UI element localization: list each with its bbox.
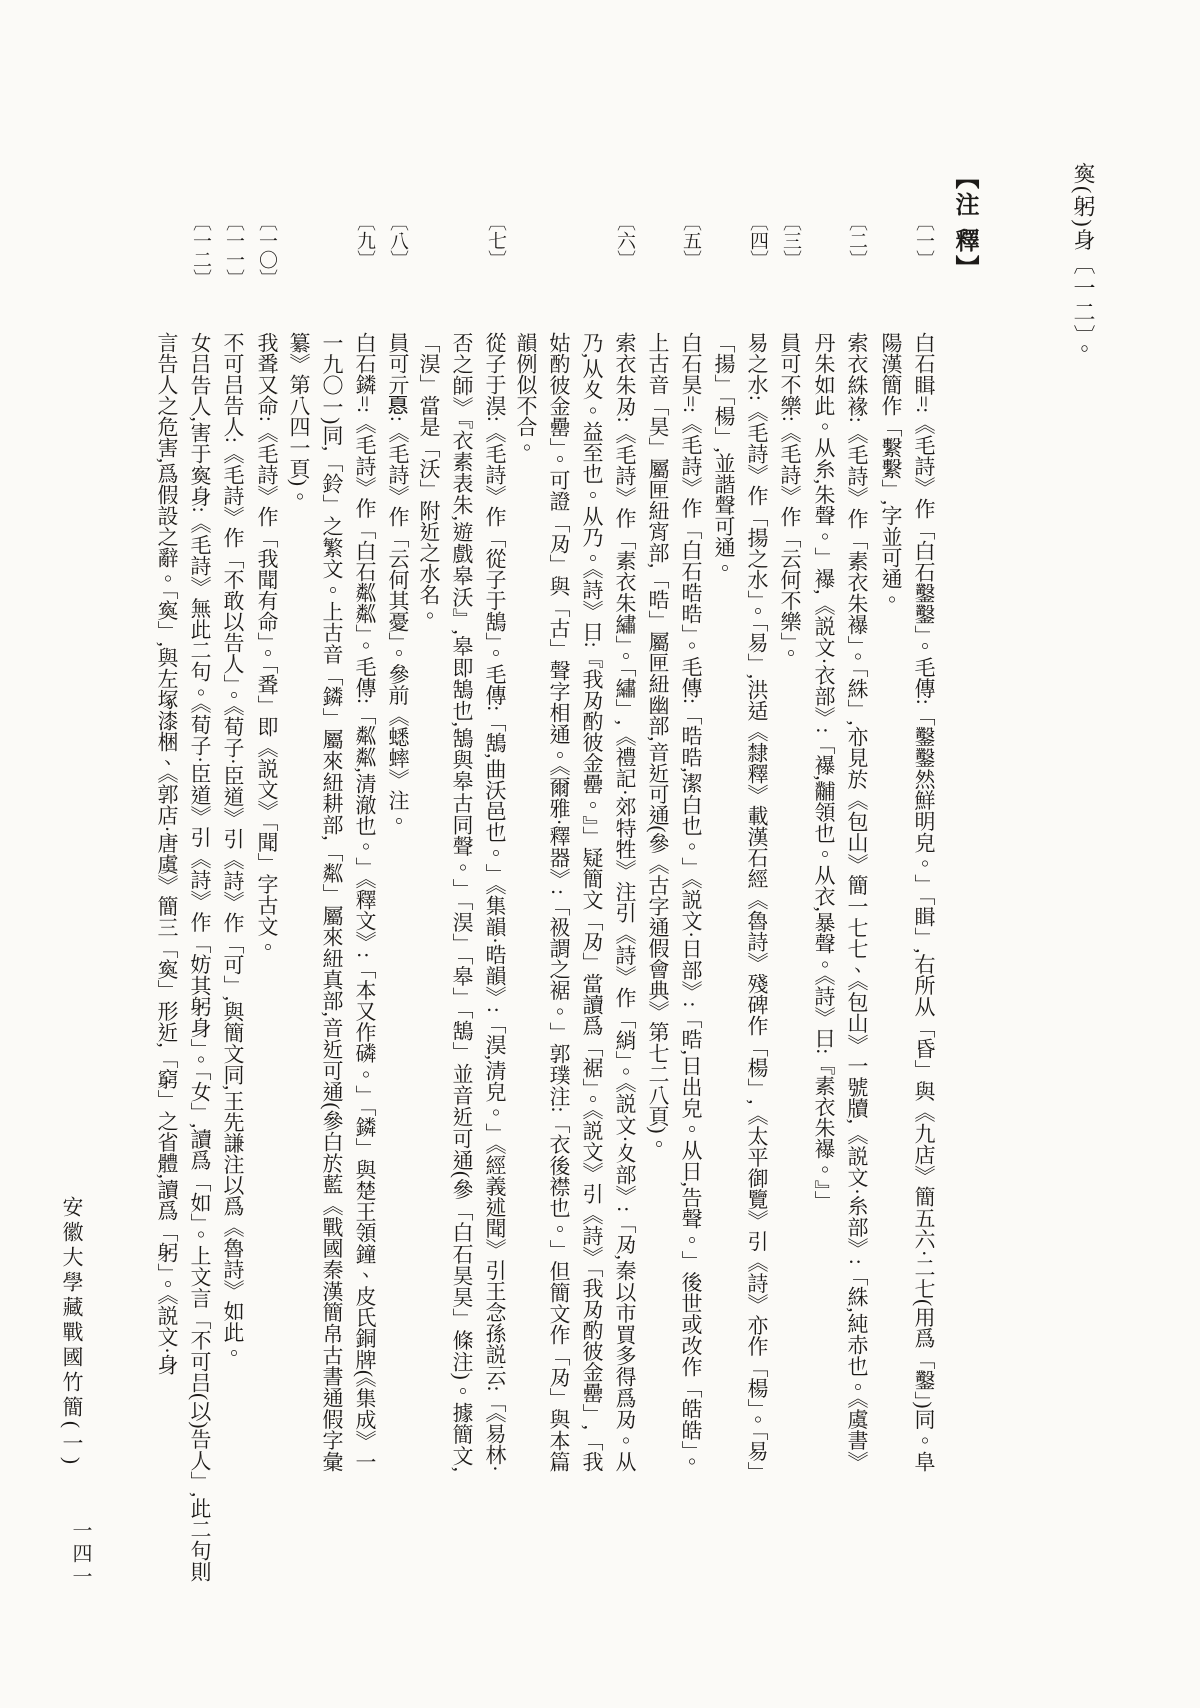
note-text-12: 女吕告人,害于寏身:《毛詩》無此二句。《荀子·臣道》引《詩》作「妨其躬身」。「女」,讀爲「如」。上文言「不可吕(以)告人」,此二句則言告人之危害,爲假設之辭。「寏」,與左塚漆梱、《郭店·唐虞》簡三「寏」形近,「窮」之省體,讀爲「躬」。《説文·身 <box>155 332 212 1582</box>
note-text-1: 白石䁒=:《毛詩》作「白石鑿鑿」。毛傳:「鑿鑿然鮮明皃。」「䁒」,右所从「昏」與《九店》簡五六·二七(用爲「鑿」)同。阜陽漢簡作「繫繫」,字並可通。 <box>879 332 936 1472</box>
note-text-2: 索衣絑褖:《毛詩》作「素衣朱襮」。「絑」,亦見於《包山》簡一七七、《包山》一號牘,《説文·糸部》:「絑,純赤也。《虞書》丹朱如此。从糸,朱聲。」襮,《説文·衣部》:「襮,黼領也。从衣,暴聲。《詩》曰:『素衣朱襮。』」 <box>812 332 869 1472</box>
note-number-8: 〔八〕 <box>387 212 408 269</box>
note-text-8: 員可亓𢝊:《毛詩》作「云何其憂」。參前《蟋蟀》注。 <box>386 332 410 832</box>
note-text-6: 索衣朱夃:《毛詩》作「素衣朱繡」。「繡」,《禮記·郊特牲》注引《詩》作「綃」。《説文·夊部》:「夃,秦以市買多得爲夃。从乃,从夊。益至也。从乃。《詩》曰:『我夃酌彼金罍。』」疑簡文「夃」當讀爲「裾」。《説文》引《詩》「我夃酌彼金罍」,「我姑酌彼金罍」。可證「夃」與「古」聲字相通。《爾雅·釋器》:「衱謂之裾。」郭璞注:「衣後襟也。」但簡文作「夃」與本篇韻例似不合。 <box>514 332 637 1472</box>
note-text-3: 員可不樂:《毛詩》作「云何不樂」。 <box>778 332 802 664</box>
note-number-4: 〔四〕 <box>747 212 768 269</box>
running-book-title: 安徽大學藏戰國竹簡(一) <box>60 1196 84 1468</box>
note-text-10: 我䎹又命:《毛詩》作「我聞有命」。「䎹」即《説文》「聞」字古文。 <box>255 332 279 958</box>
note-number-9: 〔九〕 <box>354 212 375 269</box>
note-number-11: 〔一一〕 <box>223 212 244 288</box>
verse-fragment: 寏(躬)身〔一二〕。 <box>1071 162 1096 362</box>
note-number-7: 〔七〕 <box>485 212 506 269</box>
section-title-annotations: 【注 釋】 <box>951 165 977 282</box>
note-number-5: 〔五〕 <box>680 212 701 269</box>
note-number-1: 〔一〕 <box>913 212 934 269</box>
note-number-6: 〔六〕 <box>614 212 635 269</box>
note-number-10: 〔一〇〕 <box>256 212 277 288</box>
note-number-12: 〔一二〕 <box>190 212 211 288</box>
note-text-11: 不可吕告人:《毛詩》作「不敢以告人」。《荀子·臣道》引《詩》作「可」,與簡文同,王先謙注以爲《魯詩》如此。 <box>221 332 245 1364</box>
note-number-2: 〔二〕 <box>846 212 867 269</box>
note-text-5: 白石昊=:《毛詩》作「白石晧晧」。毛傳:「晧晧,潔白也。」《説文·日部》:「晧,日出皃。从日,告聲。」後世或改作「皓皓」。上古音「昊」屬匣紐宵部,「晧」屬匣紐幽部,音近可通(參《古字通假會典》第七二八頁)。 <box>646 332 703 1472</box>
note-text-7: 從子于淏:《毛詩》作「從子于鵠」。毛傳:「鵠,曲沃邑也。」《集韻·晧韻》:「淏,清皃。」《經義述聞》引王念孫説云:「《易林·否之師》『衣素表朱,遊戲皋沃』,皋即鵠也,鵠與皋古同聲。」「淏」「皋」「鵠」並音近可通(參「白石昊昊」條注)。據簡文,「淏」當是「沃」附近之水名。 <box>417 332 507 1472</box>
note-text-9: 白石鏻=:《毛詩》作「白石粼粼」。毛傳:「粼粼,清澈也。」《釋文》:「本又作磷。」「鏻」與楚王領鐘、皮氏銅牌(《集成》一一九〇一)同,「鈴」之繁文。上古音「鏻」屬來紐耕部,「粼」屬來紐真部,音近可通(參白於藍《戰國秦漢簡帛古書通假字彙纂》第八四一頁)。 <box>287 332 377 1472</box>
note-number-3: 〔三〕 <box>780 212 801 269</box>
folio-page-number: 一四一 <box>69 1520 91 1589</box>
note-text-4: 易之水:《毛詩》作「揚之水」。「易」,洪适《隸釋》載漢石經《魯詩》殘碑作「楊」,《太平御覽》引《詩》亦作「楊」。「易」「揚」「楊」,並諧聲可通。 <box>712 332 769 1472</box>
